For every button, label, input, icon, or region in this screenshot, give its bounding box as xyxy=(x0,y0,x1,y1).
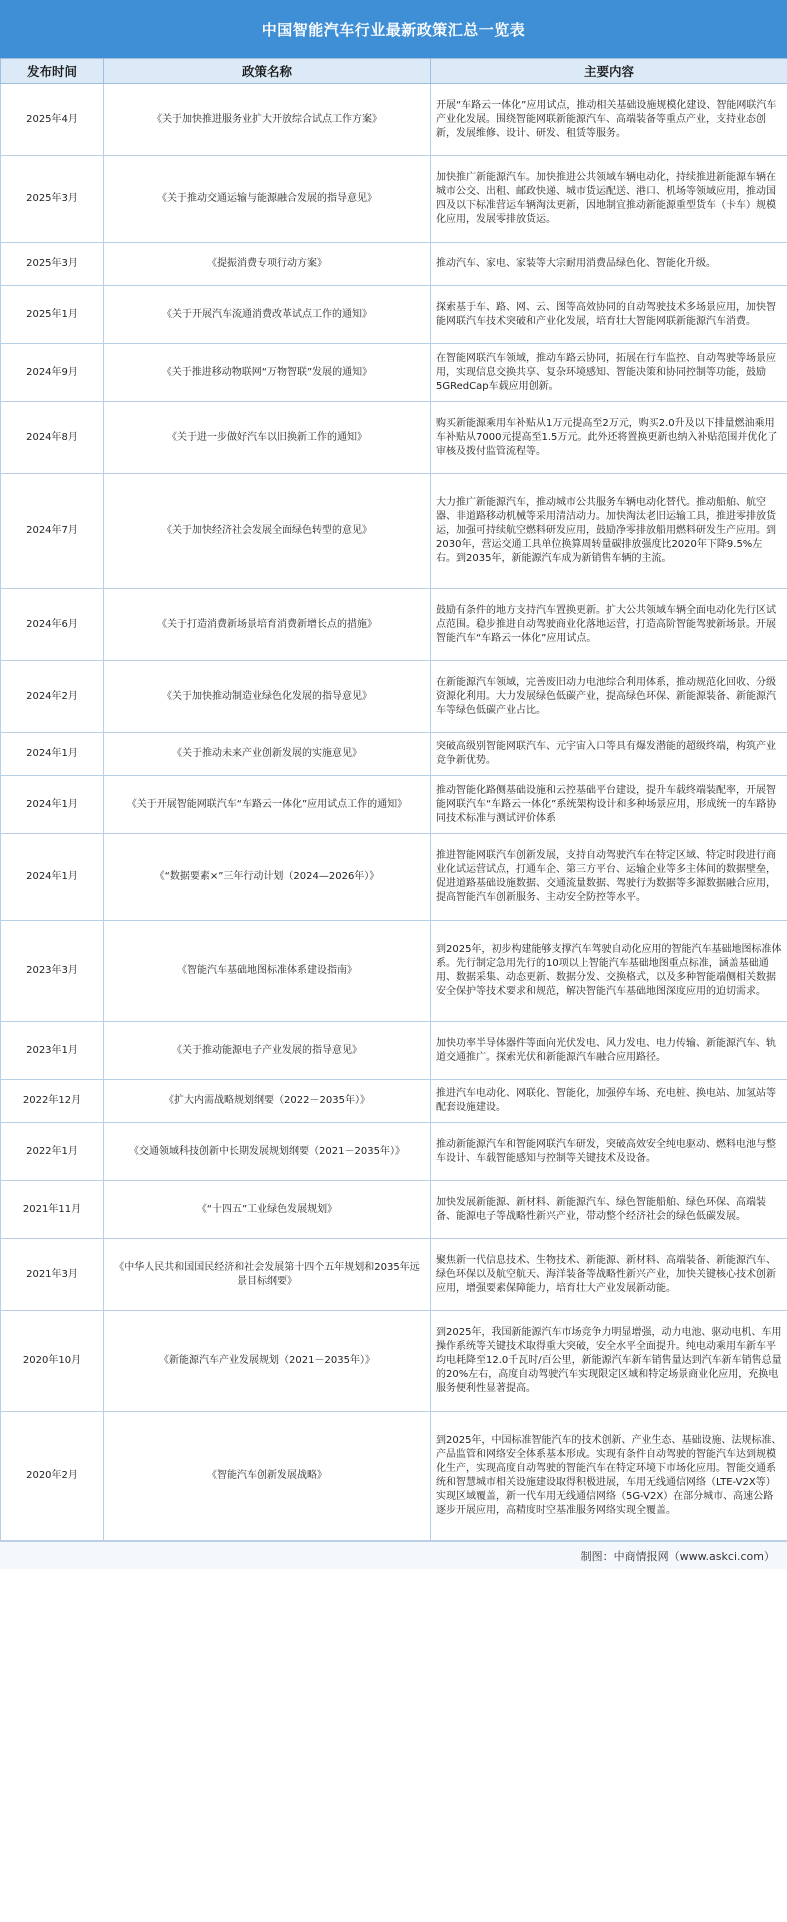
policy-date: 2024年8月 xyxy=(1,402,104,474)
table-row xyxy=(1,156,787,243)
source-footer: 制图：中商情报网（www.askci.com） xyxy=(0,1541,787,1569)
table-row xyxy=(1,344,787,402)
policy-date: 2023年1月 xyxy=(1,1022,104,1080)
header-date: 发布时间 xyxy=(1,59,104,84)
policy-date: 2025年4月 xyxy=(1,84,104,156)
policy-date: 2025年1月 xyxy=(1,286,104,344)
policy-date: 2022年1月 xyxy=(1,1123,104,1181)
table-row xyxy=(1,661,787,733)
policy-content: 探索基于车、路、网、云、图等高效协同的自动驾驶技术多场景应用，加快智能网联汽车技术突破和产业化发展，培育壮大智能网联新能源汽车消费。 xyxy=(431,286,787,344)
policy-name: 《关于推进移动物联网“万物智联”发展的通知》 xyxy=(104,344,431,402)
policy-content: 推动智能化路侧基础设施和云控基础平台建设，提升车载终端装配率，开展智能网联汽车“车路云一体化”系统架构设计和多种场景应用，形成统一的车路协同技术标准与测试评价体系 xyxy=(431,776,787,834)
table-row xyxy=(1,1181,787,1239)
header-row xyxy=(1,59,787,84)
table-row xyxy=(1,1311,787,1412)
table-row xyxy=(1,589,787,661)
policy-content: 到2025年，初步构建能够支撑汽车驾驶自动化应用的智能汽车基础地图标准体系。先行制定急用先行的10项以上智能汽车基础地图重点标准，涵盖基础通用、数据采集、动态更新、数据分发、交换格式，以及多种智能端侧相关数据安全保护等技术要求和规范，解决智能汽车基础地图深度应用的迫切需求。 xyxy=(431,921,787,1022)
table-row xyxy=(1,776,787,834)
policy-date: 2020年2月 xyxy=(1,1412,104,1541)
table-row xyxy=(1,921,787,1022)
table-body xyxy=(1,84,787,1541)
policy-content: 在智能网联汽车领域，推动车路云协同，拓展在行车监控、自动驾驶等场景应用，实现信息交换共享、复杂环境感知、智能决策和协同控制等功能，鼓励5GRedCap车载应用创新。 xyxy=(431,344,787,402)
table-row xyxy=(1,474,787,589)
table-row xyxy=(1,286,787,344)
policy-name: 《关于加快经济社会发展全面绿色转型的意见》 xyxy=(104,474,431,589)
policy-name: 《“十四五”工业绿色发展规划》 xyxy=(104,1181,431,1239)
policy-name: 《关于进一步做好汽车以旧换新工作的通知》 xyxy=(104,402,431,474)
policy-content: 到2025年，我国新能源汽车市场竞争力明显增强，动力电池、驱动电机、车用操作系统等关键技术取得重大突破，安全水平全面提升。纯电动乘用车新车平均电耗降至12.0千瓦时/百公里，新能源汽车新车销售量达到汽车新车销售总量的20%左右，高度自动驾驶汽车实现限定区域和特定场景商业化应用，充换电服务便利性显著提高。 xyxy=(431,1311,787,1412)
policy-content: 突破高级别智能网联汽车、元宇宙入口等具有爆发潜能的超级终端，构筑产业竞争新优势。 xyxy=(431,733,787,776)
policy-name: 《关于打造消费新场景培育消费新增长点的措施》 xyxy=(104,589,431,661)
policy-name: 《关于推动交通运输与能源融合发展的指导意见》 xyxy=(104,156,431,243)
policy-name: 《扩大内需战略规划纲要（2022－2035年）》 xyxy=(104,1080,431,1123)
table-row xyxy=(1,1022,787,1080)
policy-date: 2021年3月 xyxy=(1,1239,104,1311)
policy-name: 《关于开展智能网联汽车“车路云一体化”应用试点工作的通知》 xyxy=(104,776,431,834)
policy-content: 推进智能网联汽车创新发展，支持自动驾驶汽车在特定区域、特定时段进行商业化试运营试点，打通车企、第三方平台、运输企业等多主体间的数据壁垒，促进道路基础设施数据、交通流量数据、驾驶行为数据等多源数据融合应用，提高智能汽车创新服务、主动安全防控等水平。 xyxy=(431,834,787,921)
policy-date: 2023年3月 xyxy=(1,921,104,1022)
header-content: 主要内容 xyxy=(431,59,787,84)
policy-content: 加快推广新能源汽车。加快推进公共领域车辆电动化，持续推进新能源车辆在城市公交、出租、邮政快递、城市货运配送、港口、机场等领域应用，推动国四及以下标准营运车辆淘汰更新，因地制宜推动新能源重型货车（卡车）规模化应用，发展零排放货运。 xyxy=(431,156,787,243)
policy-date: 2021年11月 xyxy=(1,1181,104,1239)
policy-date: 2025年3月 xyxy=(1,156,104,243)
policy-content: 推动新能源汽车和智能网联汽车研发，突破高效安全纯电驱动、燃料电池与整车设计、车载智能感知与控制等关键技术及设备。 xyxy=(431,1123,787,1181)
policy-date: 2024年1月 xyxy=(1,834,104,921)
policy-date: 2020年10月 xyxy=(1,1311,104,1412)
policy-content: 推动汽车、家电、家装等大宗耐用消费品绿色化、智能化升级。 xyxy=(431,243,787,286)
policy-name: 《关于加快推动制造业绿色化发展的指导意见》 xyxy=(104,661,431,733)
policy-date: 2024年2月 xyxy=(1,661,104,733)
policy-name: 《智能汽车创新发展战略》 xyxy=(104,1412,431,1541)
policy-content: 开展“车路云一体化”应用试点，推动相关基础设施规模化建设、智能网联汽车产业化发展。围绕智能网联新能源汽车、高端装备等重点产业，支持业态创新，发展维修、设计、研发、租赁等服务。 xyxy=(431,84,787,156)
policy-content: 加快发展新能源、新材料、新能源汽车、绿色智能船舶、绿色环保、高端装备、能源电子等战略性新兴产业，带动整个经济社会的绿色低碳发展。 xyxy=(431,1181,787,1239)
policy-content: 大力推广新能源汽车，推动城市公共服务车辆电动化替代。推动船舶、航空器、非道路移动机械等采用清洁动力。加快淘汰老旧运输工具，推进零排放货运，加强可持续航空燃料研发应用，鼓励净零排放船用燃料研发生产应用。到2030年，营运交通工具单位换算周转量碳排放强度比2020年下降9.5%左右。到2035年，新能源汽车成为新销售车辆的主流。 xyxy=(431,474,787,589)
policy-date: 2024年6月 xyxy=(1,589,104,661)
policy-content: 聚焦新一代信息技术、生物技术、新能源、新材料、高端装备、新能源汽车、绿色环保以及航空航天、海洋装备等战略性新兴产业，加快关键核心技术创新应用，增强要素保障能力，培育壮大产业发展新动能。 xyxy=(431,1239,787,1311)
policy-content: 购买新能源乘用车补贴从1万元提高至2万元，购买2.0升及以下排量燃油乘用车补贴从7000元提高至1.5万元。此外还将置换更新也纳入补贴范围并优化了审核及拨付监管流程等。 xyxy=(431,402,787,474)
policy-name: 《“数据要素×”三年行动计划（2024—2026年）》 xyxy=(104,834,431,921)
table-row xyxy=(1,1239,787,1311)
policy-date: 2024年1月 xyxy=(1,733,104,776)
policy-name: 《关于开展汽车流通消费改革试点工作的通知》 xyxy=(104,286,431,344)
policy-name: 《关于推动能源电子产业发展的指导意见》 xyxy=(104,1022,431,1080)
policy-content: 到2025年，中国标准智能汽车的技术创新、产业生态、基础设施、法规标准、产品监管和网络安全体系基本形成。实现有条件自动驾驶的智能汽车达到规模化生产，实现高度自动驾驶的智能汽车在特定环境下市场化应用。智能交通系统和智慧城市相关设施建设取得积极进展，车用无线通信网络（LTE-V2X等）实现区域覆盖，新一代车用无线通信网络（5G-V2X）在部分城市、高速公路逐步开展应用，高精度时空基准服务网络实现全覆盖。 xyxy=(431,1412,787,1541)
table-header xyxy=(1,59,787,84)
table-row xyxy=(1,834,787,921)
policy-date: 2022年12月 xyxy=(1,1080,104,1123)
table-row xyxy=(1,733,787,776)
table-title: 中国智能汽车行业最新政策汇总一览表 xyxy=(0,0,787,58)
policy-name: 《中华人民共和国国民经济和社会发展第十四个五年规划和2035年远景目标纲要》 xyxy=(104,1239,431,1311)
table-row xyxy=(1,84,787,156)
policy-name: 《关于加快推进服务业扩大开放综合试点工作方案》 xyxy=(104,84,431,156)
policy-name: 《交通领域科技创新中长期发展规划纲要（2021－2035年）》 xyxy=(104,1123,431,1181)
policy-name: 《新能源汽车产业发展规划（2021－2035年）》 xyxy=(104,1311,431,1412)
policy-date: 2024年9月 xyxy=(1,344,104,402)
policy-content: 鼓励有条件的地方支持汽车置换更新。扩大公共领域车辆全面电动化先行区试点范围。稳步推进自动驾驶商业化落地运营，打造高阶智能驾驶新场景。开展智能汽车“车路云一体化”应用试点。 xyxy=(431,589,787,661)
table-row xyxy=(1,1080,787,1123)
policy-date: 2024年7月 xyxy=(1,474,104,589)
table-row xyxy=(1,1412,787,1541)
policy-content: 在新能源汽车领域，完善废旧动力电池综合利用体系，推动规范化回收、分级资源化利用。大力发展绿色低碳产业，提高绿色环保、新能源装备、新能源汽车等绿色低碳产业占比。 xyxy=(431,661,787,733)
table-row xyxy=(1,243,787,286)
policy-name: 《提振消费专项行动方案》 xyxy=(104,243,431,286)
header-name: 政策名称 xyxy=(104,59,431,84)
table-row xyxy=(1,1123,787,1181)
policy-date: 2024年1月 xyxy=(1,776,104,834)
policy-date: 2025年3月 xyxy=(1,243,104,286)
policy-name: 《关于推动未来产业创新发展的实施意见》 xyxy=(104,733,431,776)
policy-content: 推进汽车电动化、网联化、智能化，加强停车场、充电桩、换电站、加氢站等配套设施建设。 xyxy=(431,1080,787,1123)
policy-table xyxy=(0,58,787,1541)
policy-content: 加快功率半导体器件等面向光伏发电、风力发电、电力传输、新能源汽车、轨道交通推广。探索光伏和新能源汽车融合应用路径。 xyxy=(431,1022,787,1080)
table-row xyxy=(1,402,787,474)
policy-name: 《智能汽车基础地图标准体系建设指南》 xyxy=(104,921,431,1022)
